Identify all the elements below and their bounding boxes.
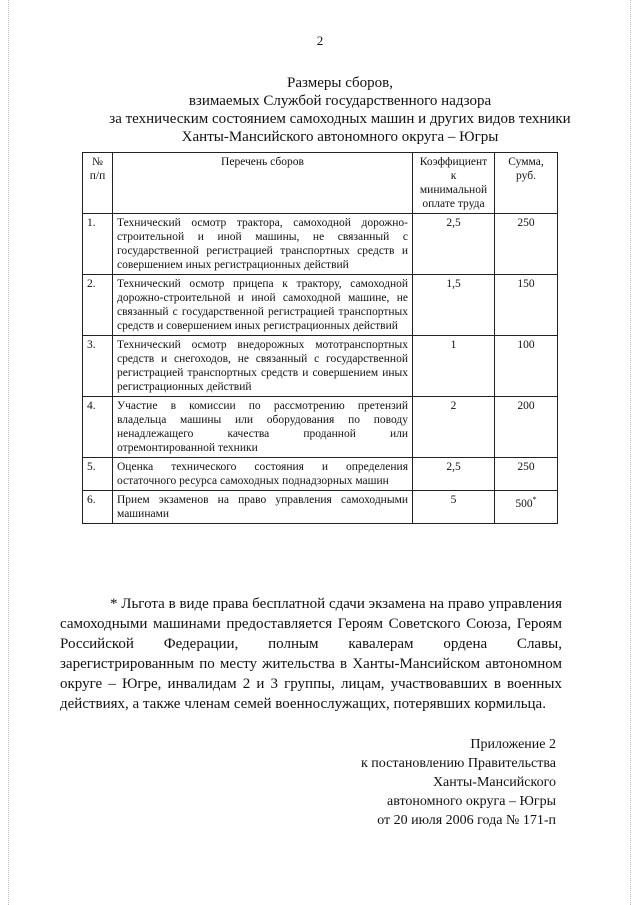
table-header-row bbox=[83, 153, 558, 214]
row-sum bbox=[495, 214, 558, 275]
title-line-3: за техническим состоянием самоходных машин и других видов техники bbox=[109, 111, 571, 127]
table-row bbox=[83, 491, 558, 524]
row-sum bbox=[495, 336, 558, 397]
fees-table bbox=[82, 152, 558, 524]
row-sum bbox=[495, 491, 558, 524]
title-line-1: Размеры сборов, bbox=[287, 75, 393, 91]
row-description: Технический осмотр трактора, самоходной дорожно-строительной и иной машины, не связанный с государственной регистрацией транспортных средств и совершением иных регистрационных действий bbox=[113, 214, 413, 275]
row-coefficient: 2 bbox=[413, 397, 495, 458]
header-coef: Коэффициент к минимальной оплате труда bbox=[413, 153, 495, 214]
row-coefficient: 2,5 bbox=[413, 458, 495, 491]
row-coefficient: 1,5 bbox=[413, 275, 495, 336]
scan-edge-right bbox=[630, 0, 632, 905]
table-row bbox=[83, 275, 558, 336]
row-num: 2. bbox=[83, 275, 113, 336]
row-num: 4. bbox=[83, 397, 113, 458]
row-num: 3. bbox=[83, 336, 113, 397]
appendix-line-4: автономного округа – Югры bbox=[387, 794, 556, 809]
row-sum-value: 100 bbox=[517, 339, 535, 351]
row-sum-value: 250 bbox=[517, 217, 535, 229]
row-description: Прием экзаменов на право управления самоходными машинами bbox=[113, 491, 413, 524]
appendix-line-5: от 20 июля 2006 года № 171-п bbox=[377, 813, 556, 828]
table-row bbox=[83, 336, 558, 397]
page-number: 2 bbox=[316, 33, 324, 48]
footnote-text: * Льгота в виде права бесплатной сдачи экзамена на право управления самоходными машинами предоставляется Героям Советского Союза, Героям Российской Федерации, полным кавалерам ордена Славы, зарегистрированным по месту жительства в Ханты-Мансийском автономном округе – Югре, инвалидам 2 и 3 группы, лицам, участвовавших в военных действиях, а также членам семей военнослужащих, потерявших кормильца. bbox=[60, 596, 562, 712]
title-line-2: взимаемых Службой государственного надзора bbox=[188, 93, 492, 109]
row-num: 6. bbox=[83, 491, 113, 524]
row-sum bbox=[495, 397, 558, 458]
footnote-marker: * bbox=[532, 495, 537, 504]
row-sum-value: 500 bbox=[515, 497, 533, 510]
appendix-line-2: к постановлению Правительства bbox=[360, 756, 556, 771]
row-sum bbox=[495, 458, 558, 491]
row-description: Оценка технического состояния и определения остаточного ресурса самоходных поднадзорных машин bbox=[113, 458, 413, 491]
row-description: Участие в комиссии по рассмотрению претензий владельца машины или оборудования по поводу ненадлежащего качества проданной или отремонтированной техники bbox=[113, 397, 413, 458]
row-sum bbox=[495, 275, 558, 336]
table-row bbox=[83, 458, 558, 491]
header-desc: Перечень сборов bbox=[113, 153, 413, 214]
title-line-4: Ханты-Мансийского автономного округа – Югры bbox=[181, 129, 499, 145]
row-coefficient: 2,5 bbox=[413, 214, 495, 275]
row-description: Технический осмотр прицепа к трактору, самоходной дорожно-строительной и иной самоходной машине, не связанный с государственной регистрацией транспортных средств и совершением иных регистрационных действий bbox=[113, 275, 413, 336]
row-sum-value: 250 bbox=[517, 461, 535, 473]
row-num: 5. bbox=[83, 458, 113, 491]
row-sum-value: 150 bbox=[517, 278, 535, 290]
appendix-heading bbox=[340, 735, 556, 830]
appendix-line-3: Ханты-Мансийского bbox=[432, 775, 556, 790]
row-num: 1. bbox=[83, 214, 113, 275]
document-title bbox=[60, 74, 620, 146]
row-coefficient: 1 bbox=[413, 336, 495, 397]
row-coefficient: 5 bbox=[413, 491, 495, 524]
header-sum: Сумма, руб. bbox=[495, 153, 558, 214]
row-sum-value: 200 bbox=[517, 400, 535, 412]
scan-edge-left bbox=[8, 0, 10, 905]
appendix-line-1: Приложение 2 bbox=[470, 737, 556, 752]
table-row bbox=[83, 214, 558, 275]
header-num: № п/п bbox=[83, 153, 113, 214]
table-row bbox=[83, 397, 558, 458]
row-description: Технический осмотр внедорожных мототранспортных средств и снегоходов, не связанный с государственной регистрацией транспортных средств и совершением иных регистрационных действий bbox=[113, 336, 413, 397]
